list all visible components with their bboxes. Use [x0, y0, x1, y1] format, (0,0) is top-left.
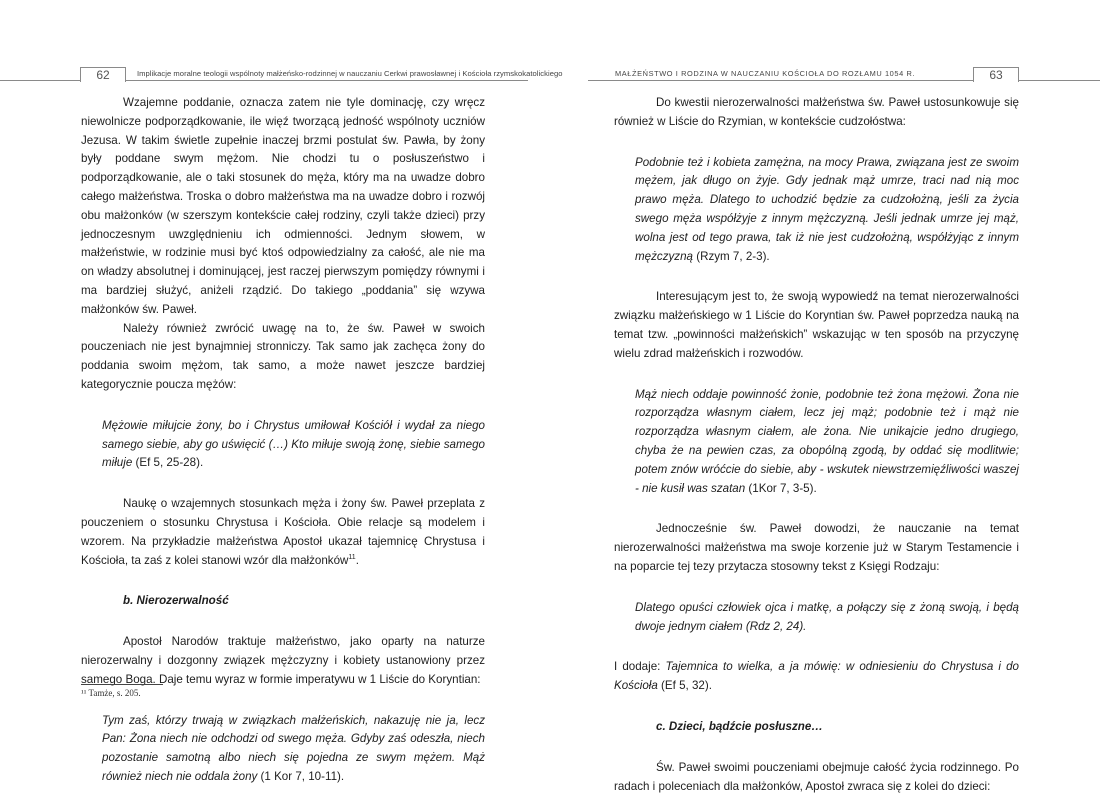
- paragraph-end: .: [355, 553, 359, 567]
- inline-quote: Tajemnica to wielka, a ja mówię: w odniesieniu do Chrystusa i do Kościoła: [614, 660, 1019, 693]
- quote-reference: (Rzym 7, 2-3).: [693, 249, 770, 263]
- paragraph: Jednocześnie św. Paweł dowodzi, że nauczanie na temat nierozerwalności małżeństwa ma swoje korzenie już w Starym Testamencie i na poparcie tej tezy przytacza stosowny tekst z Księgi Rodzaju:: [614, 522, 1019, 573]
- quote-reference: (1Kor 7, 3-5).: [745, 481, 817, 495]
- scripture-quote: [614, 154, 1019, 267]
- paragraph: Apostoł Narodów traktuje małżeństwo, jako oparty na naturze nierozerwalny i dozgonny związek mężczyzny i kobiety ustanowiony przez samego Boga. Daje temu wyraz w formie imperatywu w 1 Liście do Koryntian:: [81, 635, 485, 686]
- paragraph: Wzajemne poddanie, oznacza zatem nie tyle dominację, czy wręcz niewolnicze podporządkowanie, ile więź tworzącą jedność wspólnoty uczniów Jezusa. W takim świetle zupełnie inaczej brzmi postulat św. Pawła, by żony były poddane swym mężom. Nie chodzi tu o posłuszeństwo i podporządkowanie, ale o taki stosunek do męża, który ma na uwadze dobro całego małżeństwa. Troska o dobro małżeństwa ma na uwadze dobro i rozwój obu małżonków (w szerszym kontekście całej rodziny, czyli także dzieci) przy jednoczesnym uwzględnieniu ich odmienności. Jednym słowem, w małżeństwie, w rodzinie musi być ktoś odpowiedzialny za całość, ale nie ma on władzy absolutnej i dominującej, jest raczej pierwszym pomiędzy równymi i ma bardziej służyć, aniżeli rządzić. Do takiego „poddania” się wzywa małżonków św. Paweł.: [81, 96, 485, 316]
- quote-text: Mąż niech oddaje powinność żonie, podobnie też żona mężowi. Żona nie rozporządza własnym ciałem, lecz jej mąż; podobnie też i mąż nie rozporządza własnym ciałem, ale żona. Nie unikajcie jedno drugiego, chyba że na pewien czas, za obopólną zgodą, by oddać się modlitwie; potem znów wróćcie do siebie, aby - wskutek niewstrzemięźliwości waszej - nie kusił was szatan: [635, 387, 1019, 495]
- section-heading: c. Dzieci, bądźcie posłuszne…: [656, 719, 823, 733]
- paragraph: Do kwestii nierozerwalności małżeństwa św. Paweł ustosunkowuje się również w Liście do Rzymian, w kontekście cudzołóstwa:: [614, 96, 1019, 128]
- scripture-quote: Dlatego opuści człowiek ojca i matkę, a połączy się z żoną swoją, i będą dwoje jednym ciałem (Rdz 2, 24).: [635, 600, 1019, 633]
- page-number-left: 62: [80, 67, 126, 82]
- footnote-rule: [81, 684, 163, 685]
- left-page-body: [81, 94, 485, 787]
- paragraph: Należy również zwrócić uwagę na to, że św. Paweł w swoich pouczeniach nie jest bynajmniej stronniczy. Tak samo jak zachęca żony do poddania swoim mężom, tak samo, a może nawet jeszcze bardziej kategorycznie poucza mężów:: [81, 321, 485, 391]
- paragraph-text: I dodaje:: [614, 660, 666, 674]
- quote-text: Tym zaś, którzy trwają w związkach małżeńskich, nakazuję nie ja, lecz Pan: Żona niech nie odchodzi od swego męża. Gdyby zaś odeszła, niech pozostanie samotną albo niech się pojedna ze swym mężem. Mąż również niech nie oddala żony: [102, 713, 485, 783]
- scripture-quote: [614, 386, 1019, 499]
- running-head-left: Implikacje moralne teologii wspólnoty małżeńsko-rodzinnej w nauczaniu Cerkwi prawosławnej i Kościoła rzymskokatolickiego: [137, 69, 563, 78]
- quote-text: Podobnie też i kobieta zamężna, na mocy Prawa, związana jest ze swoim mężem, jak długo on żyje. Gdy jednak mąż umrze, traci nad nią moc prawo męża. Dlatego to uchodzić będzie za cudzołożną, jeśli za życia swego męża współżyje z innym mężczyzną. Jeśli jednak umrze jej mąż, wolna jest od tego prawa, tak iż nie jest cudzołożną, współżyjąc z innym mężczyzną: [635, 155, 1019, 263]
- paragraph: Św. Paweł swoimi pouczeniami obejmuje całość życia rodzinnego. Po radach i poleceniach dla małżonków, Apostoł zwraca się z kolei do dzieci:: [614, 760, 1019, 793]
- footnote-marker: 11: [348, 553, 356, 561]
- quote-reference: (1 Kor 7, 10-11).: [257, 769, 345, 783]
- paragraph: [81, 495, 485, 570]
- paragraph: [614, 658, 1019, 696]
- header-rule-right: [588, 80, 1100, 81]
- section-heading: b. Nierozerwalność: [123, 594, 229, 608]
- scripture-quote: [81, 417, 485, 473]
- paragraph: Interesującym jest to, że swoją wypowiedź na temat nierozerwalności związku małżeńskiego w 1 Liście do Koryntian św. Paweł poprzedza nauką na temat tzw. „powinności małżeńskich” wskazując w ten sposób na przyczynę wielu zdrad małżeńskich i rozwodów.: [614, 290, 1019, 360]
- quote-reference: (Ef 5, 32).: [657, 679, 712, 693]
- quote-text: Mężowie miłujcie żony, bo i Chrystus umiłował Kościół i wydał za niego samego siebie, aby go uświęcić (…) Kto miłuje swoją żonę, siebie samego miłuje: [102, 418, 485, 470]
- footnote: ¹¹ Tamże, s. 205.: [81, 688, 141, 698]
- scripture-quote: [81, 712, 485, 787]
- page-number-right: 63: [973, 67, 1019, 82]
- running-head-right: MAŁŻEŃSTWO I RODZINA W NAUCZANIU KOŚCIOŁA DO ROZŁAMU 1054 R.: [615, 69, 916, 78]
- paragraph-text: Naukę o wzajemnych stosunkach męża i żony św. Paweł przeplata z pouczeniem o stosunku Chrystusa i Kościoła. Obie relacje są modelem i wzorem. Na przykładzie małżeństwa Apostoł ukazał tajemnicę Chrystusa i Kościoła, ta zaś z kolei stanowi wzór dla małżonków: [81, 497, 485, 567]
- quote-reference: (Ef 5, 25-28).: [132, 456, 204, 470]
- right-page-body: [614, 94, 1019, 796]
